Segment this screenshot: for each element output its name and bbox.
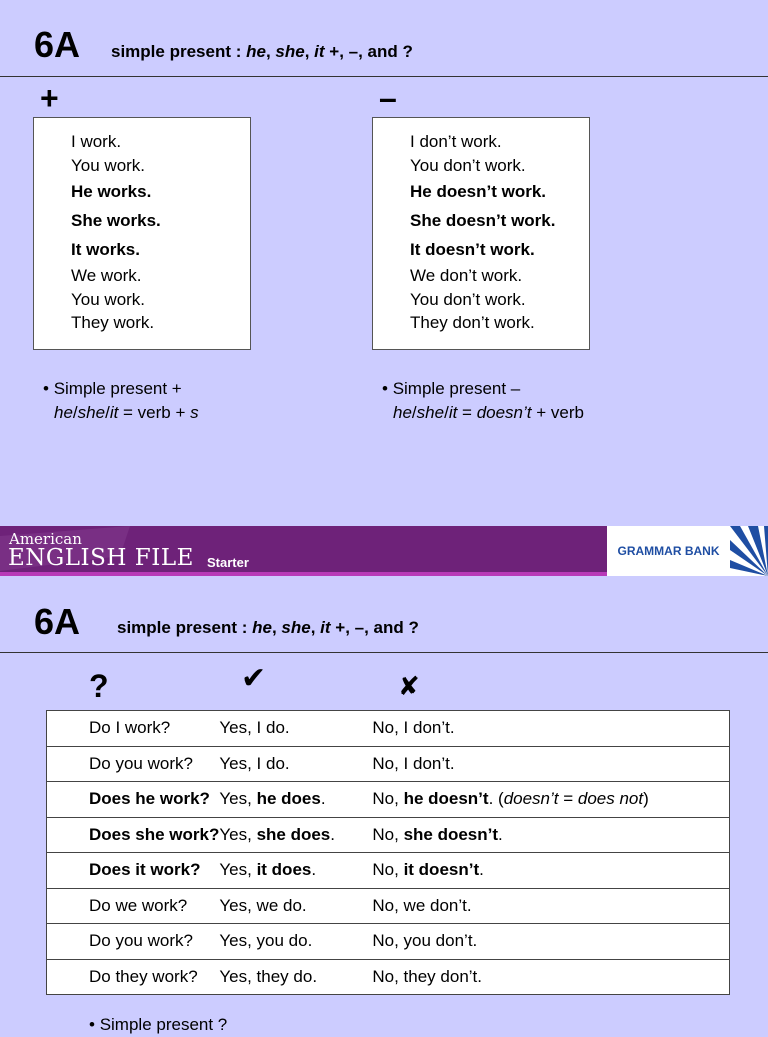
question-cell — [47, 817, 220, 853]
brand-top: American — [9, 530, 82, 548]
text-run: Yes, — [219, 824, 257, 844]
table-row — [47, 888, 730, 924]
question-cell — [47, 711, 220, 747]
text-run: she — [416, 402, 445, 422]
short-answer-yes-cell — [219, 853, 372, 889]
short-answer-yes-cell — [219, 888, 372, 924]
form-line: You don’t work. — [410, 289, 526, 309]
text-run: Does he work? — [89, 789, 210, 809]
text-run: he doesn’t — [403, 789, 489, 809]
plus-icon: + — [40, 80, 59, 116]
text-run: it — [448, 402, 458, 422]
brand-level: Starter — [207, 555, 249, 570]
text-run: +, –, and ? — [330, 618, 419, 637]
text-run: does not — [577, 789, 644, 809]
negative-forms-list — [410, 130, 589, 335]
text-run: Do we work? — [89, 895, 188, 915]
short-answer-yes-cell — [219, 711, 372, 747]
text-run: it doesn’t — [403, 860, 480, 880]
short-answer-yes-cell — [219, 924, 372, 960]
text-run: Yes, they do. — [219, 966, 318, 986]
text-run: / — [72, 402, 78, 422]
grammar-bank-box — [607, 526, 730, 576]
form-line: It doesn’t work. — [410, 240, 535, 259]
text-run: No, we don’t. — [372, 895, 472, 915]
text-run: Do you work? — [89, 931, 193, 951]
text-run: it does — [256, 860, 312, 880]
short-answer-no-cell — [372, 853, 729, 889]
text-run: , — [265, 42, 276, 61]
question-cell — [47, 853, 220, 889]
text-run: it — [320, 618, 331, 637]
text-run: . — [479, 860, 484, 880]
text-run: + verb — [531, 402, 584, 422]
short-answer-yes-cell — [219, 817, 372, 853]
section-number: 6A — [34, 601, 81, 642]
text-run: Does she work? — [89, 824, 220, 844]
text-run: he — [252, 618, 272, 637]
form-line: You don’t work. — [410, 155, 526, 175]
section-number: 6A — [34, 24, 81, 65]
bullet: • — [43, 379, 49, 398]
text-run: +, –, and ? — [324, 42, 413, 61]
text-run: she doesn’t — [403, 824, 499, 844]
positive-forms-list — [71, 130, 250, 335]
short-answer-no-cell — [372, 888, 729, 924]
form-line: It works. — [71, 240, 140, 259]
note-question-line1: Simple present ? — [99, 1015, 228, 1034]
question-cell — [47, 746, 220, 782]
short-answer-no-cell — [372, 711, 729, 747]
section-title — [117, 618, 419, 638]
text-run: No, — [372, 824, 404, 844]
text-run: / — [444, 402, 449, 422]
form-line: They work. — [71, 313, 155, 332]
positive-forms-box — [33, 117, 251, 350]
text-run: No, — [372, 860, 404, 880]
question-cell — [47, 924, 220, 960]
question-answer-table — [46, 710, 730, 995]
text-run: No, I don’t. — [372, 753, 455, 773]
text-run: Do I work? — [89, 718, 171, 738]
minus-icon: – — [379, 80, 397, 116]
check-icon: ✔ — [241, 662, 267, 695]
text-run: . — [320, 789, 326, 809]
text-run: No, they don’t. — [372, 966, 482, 986]
short-answer-yes-cell — [219, 959, 372, 995]
note-minus-line2 — [382, 401, 584, 425]
text-run: = — [457, 402, 477, 422]
question-cell — [47, 959, 220, 995]
text-run: she does — [256, 824, 331, 844]
form-line: We work. — [71, 266, 142, 285]
short-answer-no-cell — [372, 746, 729, 782]
note-plus — [43, 377, 199, 424]
title-text — [111, 42, 413, 61]
form-line: He works. — [71, 182, 152, 201]
text-run: / — [105, 402, 110, 422]
section-title — [111, 42, 413, 62]
table-row — [47, 959, 730, 995]
text-run: , — [304, 42, 315, 61]
question-cell — [47, 888, 220, 924]
banner-stripe — [0, 572, 607, 576]
text-run: , — [310, 618, 321, 637]
short-answer-no-cell — [372, 782, 729, 818]
note-question — [89, 1013, 227, 1037]
brand-logo: ENGLISH FILE — [8, 545, 194, 571]
text-run: doesn’t — [503, 789, 559, 809]
text-run: . — [311, 860, 317, 880]
short-answer-yes-cell — [219, 782, 372, 818]
form-line: I don’t work. — [410, 132, 502, 151]
text-run: No, — [372, 789, 404, 809]
text-run: ) — [643, 789, 649, 809]
text-run: No, I don’t. — [372, 718, 455, 738]
text-run: she — [275, 42, 305, 61]
text-run: it — [314, 42, 325, 61]
text-run: he — [393, 402, 412, 422]
text-run: Yes, I do. — [219, 753, 290, 773]
text-run: she — [77, 402, 106, 422]
text-run: he does — [256, 789, 321, 809]
text-run: he — [246, 42, 266, 61]
text-run: Yes, — [219, 789, 257, 809]
table-row — [47, 746, 730, 782]
note-plus-line2 — [43, 401, 199, 425]
text-run: she — [281, 618, 311, 637]
form-line: We don’t work. — [410, 266, 523, 285]
form-line: I work. — [71, 132, 122, 151]
form-line: They don’t work. — [410, 313, 535, 332]
note-minus-line1: Simple present – — [392, 379, 521, 398]
text-run: Yes, we do. — [219, 895, 307, 915]
text-run: Do they work? — [89, 966, 198, 986]
short-answer-no-cell — [372, 817, 729, 853]
question-icon: ? — [89, 668, 109, 704]
text-run: No, you don’t. — [372, 931, 478, 951]
text-run: s — [190, 402, 199, 422]
text-run: . — [498, 824, 503, 844]
table-body — [47, 711, 730, 995]
table-row — [47, 853, 730, 889]
rays-icon — [730, 526, 768, 576]
text-run: / — [411, 402, 417, 422]
short-answer-yes-cell — [219, 746, 372, 782]
text-run: it — [109, 402, 119, 422]
cross-icon: ✘ — [398, 671, 420, 701]
text-run: Yes, you do. — [219, 931, 313, 951]
text-run: simple present : — [117, 618, 253, 637]
form-line: He doesn’t work. — [410, 182, 547, 201]
text-run: Does it work? — [89, 860, 201, 880]
grammar-bank-label: GRAMMAR BANK — [617, 544, 720, 558]
text-run: doesn’t — [476, 402, 532, 422]
bullet: • — [382, 379, 388, 398]
text-run: = verb + — [118, 402, 191, 422]
table-row — [47, 817, 730, 853]
table-row — [47, 711, 730, 747]
table-row — [47, 924, 730, 960]
divider — [0, 76, 768, 77]
text-run: Do you work? — [89, 753, 193, 773]
question-cell — [47, 782, 220, 818]
short-answer-no-cell — [372, 924, 729, 960]
table-row — [47, 782, 730, 818]
note-plus-line1: Simple present + — [53, 379, 182, 398]
text-run: he — [54, 402, 73, 422]
negative-forms-box — [372, 117, 590, 350]
form-line: She works. — [71, 211, 161, 230]
form-line: She doesn’t work. — [410, 211, 556, 230]
text-run: Yes, I do. — [219, 718, 290, 738]
note-minus — [382, 377, 584, 424]
text-run: . ( — [488, 789, 504, 809]
bullet: • — [89, 1015, 95, 1034]
title-text — [117, 618, 419, 637]
text-run: = — [558, 789, 578, 809]
form-line: You work. — [71, 155, 146, 175]
form-line: You work. — [71, 289, 146, 309]
text-run: , — [271, 618, 282, 637]
divider — [0, 652, 768, 653]
short-answer-no-cell — [372, 959, 729, 995]
text-run: Yes, — [219, 860, 257, 880]
text-run: simple present : — [111, 42, 247, 61]
text-run: . — [330, 824, 335, 844]
